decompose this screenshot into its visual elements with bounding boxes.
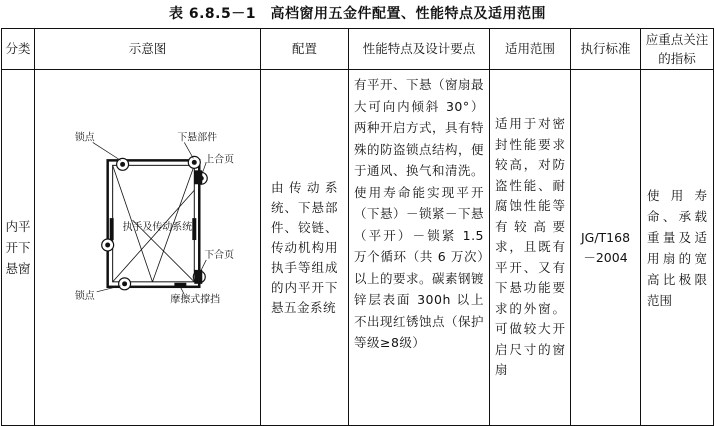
- cell-standard: [571, 70, 641, 426]
- tilt-line: [113, 190, 195, 282]
- label-lock-top: 锁点: [74, 132, 95, 144]
- table-row: [2, 70, 714, 426]
- window-hardware-diagram: [35, 70, 260, 417]
- label-lower-hinge: 下合页: [204, 249, 235, 261]
- header-indicator: 应重点关注的指标: [641, 29, 714, 70]
- cell-indicator: [641, 70, 714, 426]
- cell-perf: [349, 70, 490, 426]
- leader-line: [200, 260, 206, 272]
- label-upper-hinge: 上合页: [204, 154, 235, 166]
- leader-line: [184, 142, 193, 158]
- header-row: [2, 29, 714, 70]
- cell-config: [261, 70, 349, 426]
- header-perf: 性能特点及设计要点: [349, 29, 490, 70]
- header-standard: 执行标准: [571, 29, 641, 70]
- standard-text: JG/T168－2004: [580, 229, 631, 265]
- lower-hang-part-icon: [192, 160, 197, 165]
- header-diagram: 示意图: [35, 29, 261, 70]
- hinge-block: [194, 270, 202, 284]
- scope-text: 适用于对密封性能要求较高，对防盗性能、耐腐蚀性能等有较高要求，且既有平开、又有下悬功能要求的外窗。可做较大开启尺寸的窗扇: [495, 116, 565, 378]
- leader-line: [93, 142, 121, 160]
- label-lower-hang: 下悬部件: [177, 132, 218, 144]
- lock-point-icon: [120, 162, 125, 167]
- table-title: 表 6.8.5－1 高档窗用五金件配置、性能特点及适用范围: [169, 6, 546, 22]
- cell-category: [2, 70, 35, 426]
- handle-bar: [192, 218, 196, 240]
- cell-scope: [490, 70, 571, 426]
- header-scope: 适用范围: [490, 29, 571, 70]
- lock-point-icon: [122, 281, 127, 286]
- indicator-text: 使用寿命、承载重量及适用扇的宽高比极限范围: [647, 187, 707, 308]
- config-text: 由传动系统、下悬部件、铰链、传动机构用执手等组成的内平开下悬五金系统: [271, 179, 338, 315]
- category-text: 内平开下悬窗: [5, 219, 31, 276]
- label-lock-bottom: 锁点: [74, 290, 95, 302]
- label-handle-system: 执手及传动系统: [122, 222, 193, 234]
- perf-text: 有平开、下悬（窗扇最大可向内倾斜 30°）两种开启方式，具有特殊的防盗锁点结构，便于通风、换气和清洗。使用寿命能实现平开（下悬）－锁紧－下悬（平开）－锁紧 1.5 万个循环（共 6 万次）以上的要求。碳素钢镀锌层表面 300h 以上不出现红锈蚀点（保护等级≥8级）: [354, 77, 485, 350]
- hardware-table: [1, 28, 714, 426]
- handle-bar: [110, 218, 114, 240]
- lock-point-icon: [105, 243, 110, 248]
- header-config: 配置: [261, 29, 349, 70]
- label-friction-stay: 摩擦式撑挡: [170, 294, 221, 306]
- cell-diagram: [35, 70, 261, 426]
- header-category: 分类: [2, 29, 35, 70]
- hinge-block: [194, 170, 202, 184]
